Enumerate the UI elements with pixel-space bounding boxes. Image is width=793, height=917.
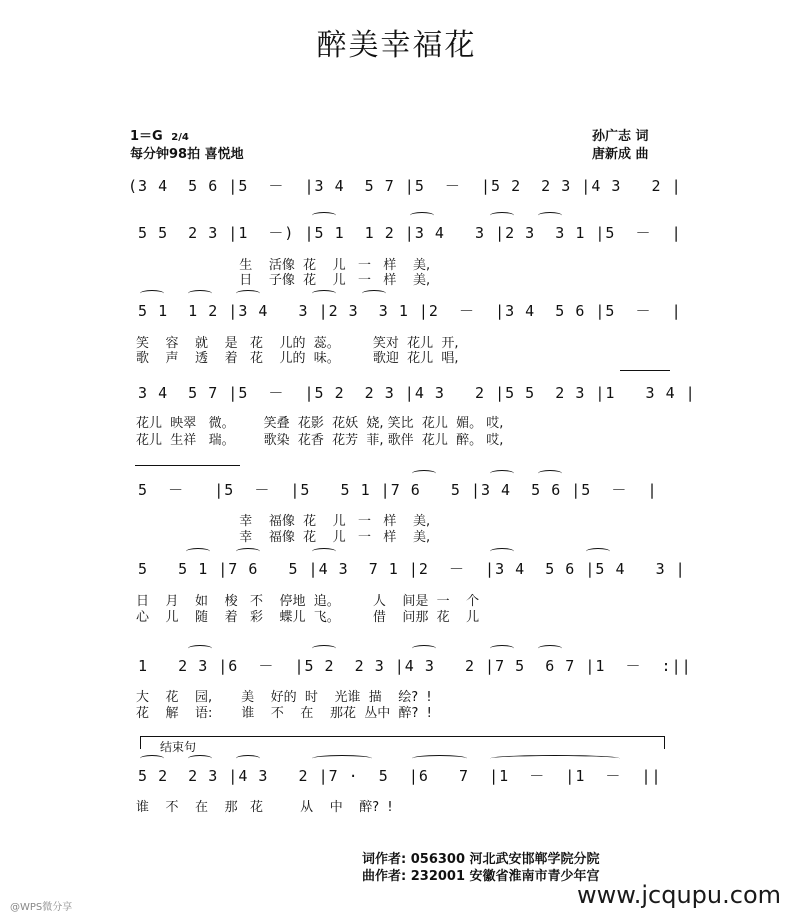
lyrics-row-4-verse-1: 花儿 映翠 微。 笑叠 花影 花妖 娆, 笑比 花儿 媚。 哎, bbox=[136, 416, 504, 431]
time-signature: 2/4 bbox=[171, 132, 189, 143]
slur bbox=[236, 548, 260, 555]
app-watermark: @WPS微分享 bbox=[10, 902, 73, 913]
lyrics-row-7-verse-2: 花 解 语: 谁 不 在 那花 丛中 醉? ! bbox=[136, 706, 432, 721]
slur bbox=[538, 645, 562, 652]
lyrics-row-3-verse-1: 笑 容 就 是 花 儿的 蕊。 笑对 花儿 开, bbox=[136, 336, 459, 351]
slur bbox=[490, 755, 620, 762]
slur bbox=[490, 645, 514, 652]
lyrics-row-5-verse-2: 幸 福像 花 儿 一 样 美, bbox=[136, 530, 431, 545]
slur bbox=[236, 290, 260, 297]
notation-row-4: 3 4 5 7 |5 － |5 2 2 3 |4 3 2 |5 5 2 3 |1 3 4 | bbox=[128, 384, 696, 402]
notation-row-1: (3 4 5 6 |5 － |3 4 5 7 |5 － |5 2 2 3 |4 3 2 | bbox=[128, 177, 682, 195]
notation-row-5: 5 － |5 － |5 5 1 |7 6 5 |3 4 5 6 |5 － | bbox=[128, 481, 658, 499]
slur bbox=[312, 548, 336, 555]
slur bbox=[312, 290, 336, 297]
lyricist-credit: 孙广志 词 bbox=[592, 129, 649, 144]
site-watermark: www.jcqupu.com bbox=[577, 881, 781, 909]
lyrics-row-6-verse-1: 日 月 如 梭 不 停地 追。 人 间是 一 个 bbox=[136, 594, 480, 609]
tempo-marking: 每分钟98拍 喜悦地 bbox=[130, 147, 244, 162]
lyrics-row-4-verse-2: 花儿 生祥 瑞。 歌染 花香 花芳 菲, 歌伴 花儿 醉。 哎, bbox=[136, 433, 504, 448]
slur bbox=[362, 290, 386, 297]
slur bbox=[312, 755, 372, 762]
slur bbox=[188, 645, 212, 652]
notation-row-3: 5 1 1 2 |3 4 3 |2 3 3 1 |2 － |3 4 5 6 |5 － | bbox=[128, 302, 682, 320]
notation-row-6: 5 5 1 |7 6 5 |4 3 7 1 |2 － |3 4 5 6 |5 4 3 | bbox=[128, 560, 686, 578]
slur bbox=[186, 548, 210, 555]
slur bbox=[538, 470, 562, 477]
slur bbox=[490, 548, 514, 555]
slur bbox=[410, 212, 434, 219]
lyrics-row-3-verse-2: 歌 声 透 着 花 儿的 味。 歌迎 花儿 唱, bbox=[136, 351, 459, 366]
notation-row-7: 1 2 3 |6 － |5 2 2 3 |4 3 2 |7 5 6 7 |1 － :|| bbox=[128, 657, 692, 675]
composer-address: 曲作者: 232001 安徽省淮南市青少年宫 bbox=[362, 869, 600, 884]
lyricist-address: 词作者: 056300 河北武安邯郸学院分院 bbox=[362, 852, 600, 867]
composer-credit: 唐新成 曲 bbox=[592, 147, 649, 162]
slur bbox=[538, 212, 562, 219]
slur bbox=[312, 645, 336, 652]
slur bbox=[236, 755, 260, 762]
slur bbox=[140, 755, 164, 762]
slur bbox=[490, 212, 514, 219]
page-title: 醉美幸福花 bbox=[316, 28, 477, 63]
slur bbox=[586, 548, 610, 555]
ending-bracket bbox=[140, 736, 665, 749]
slur bbox=[188, 755, 212, 762]
tie bbox=[620, 370, 670, 377]
key-text: 1＝G bbox=[130, 129, 163, 144]
slur bbox=[490, 470, 514, 477]
lyrics-row-6-verse-2: 心 儿 随 着 彩 蝶儿 飞。 借 问那 花 儿 bbox=[136, 610, 480, 625]
key-signature bbox=[130, 125, 189, 144]
tie bbox=[135, 465, 240, 472]
lyrics-row-2-verse-1: 生 活像 花 儿 一 样 美, bbox=[136, 258, 431, 273]
lyrics-row-8: 谁 不 在 那 花 从 中 醉? ! bbox=[136, 800, 393, 815]
lyrics-row-5-verse-1: 幸 福像 花 儿 一 样 美, bbox=[136, 514, 431, 529]
ending-label: 结束句 bbox=[160, 740, 197, 754]
slur bbox=[412, 645, 436, 652]
slur bbox=[312, 212, 336, 219]
lyrics-row-2-verse-2: 日 子像 花 儿 一 样 美, bbox=[136, 273, 431, 288]
slur bbox=[188, 290, 212, 297]
notation-row-2: 5 5 2 3 |1 －) |5 1 1 2 |3 4 3 |2 3 3 1 |5 － | bbox=[128, 224, 682, 242]
slur bbox=[140, 290, 164, 297]
lyrics-row-7-verse-1: 大 花 园, 美 好的 时 光谁 描 绘? ! bbox=[136, 690, 432, 705]
notation-row-8: 5 2 2 3 |4 3 2 |7 · 5 |6 7 |1 － |1 － || bbox=[128, 767, 662, 785]
slur bbox=[412, 755, 467, 762]
slur bbox=[412, 470, 436, 477]
